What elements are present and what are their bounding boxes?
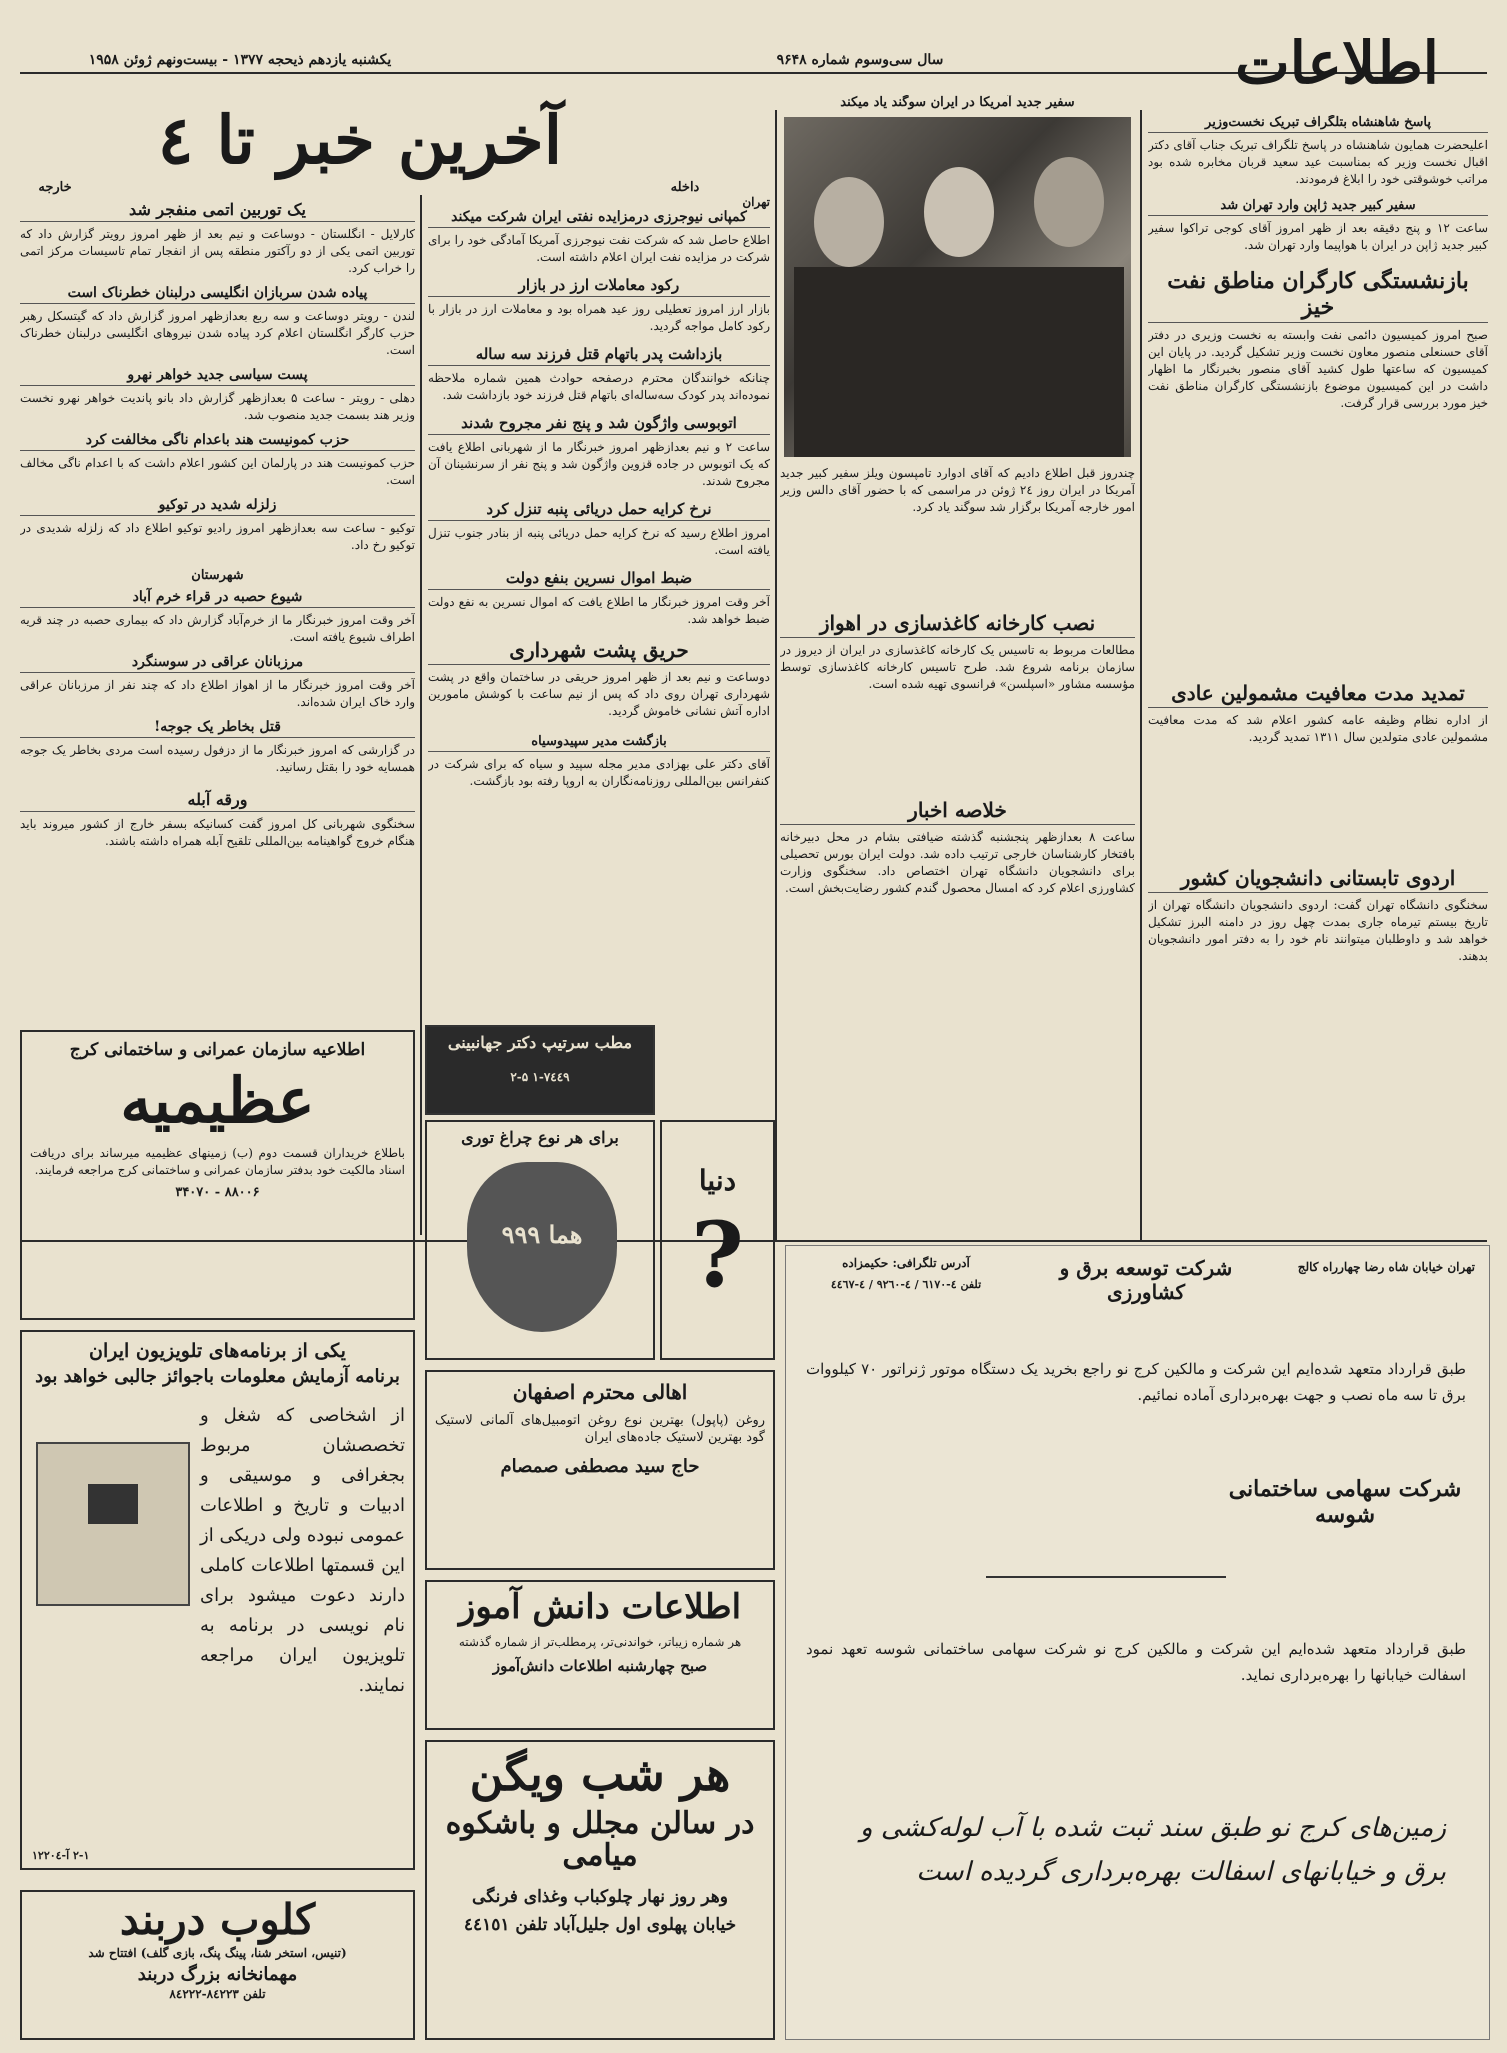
- letter-company-name: شرکت توسعه برق و کشاورزی: [1059, 1256, 1233, 1304]
- news-headline: حریق پشت شهرداری: [428, 638, 770, 665]
- news-headline: رکود معاملات ارز در بازار: [428, 276, 770, 297]
- news-item: [1148, 268, 1488, 667]
- tv-subheading: برنامه آزمایش معلومات باجوائز جالبی خواهد بود: [35, 1366, 400, 1387]
- esfahan-body: روغن (پاپول) بهترین نوع روغن اتومبیل‌های آلمانی لاستیک گود بهترین لاستیک جاده‌های ایران: [435, 1413, 765, 1445]
- news-headline: پست سیاسی جدید خواهر نهرو: [20, 367, 415, 386]
- news-item: [428, 734, 770, 790]
- news-item: [20, 432, 415, 489]
- news-photo: [784, 117, 1131, 457]
- darband-club-ad: [20, 1890, 415, 2040]
- news-body: سخنگوی شهربانی کل امروز گفت کسانیکه بسفر خارج از کشور میروند باید هنگام خروج گواهینامه بین‌المللی تلقیح آبله همراه داشته باشند.: [20, 817, 415, 848]
- dakhele-label: داخله: [670, 180, 700, 195]
- news-item: [428, 414, 770, 490]
- news-body: ساعت ۱۲ و پنج دقیقه بعد از ظهر امروز آقای کوجی تراکوا سفیر کبیر جدید ژاپن در ایران با هواپیما وارد تهران شد.: [1148, 221, 1488, 252]
- news-headline: قتل بخاطر یک جوجه!: [20, 719, 415, 738]
- issue-number: سال سی‌وسوم شماره ۹۶۴۸: [776, 52, 944, 68]
- person-head: [1034, 157, 1104, 247]
- news-item: [20, 790, 415, 850]
- lamp-ad: [425, 1120, 655, 1360]
- news-body: کارلایل - انگلستان - دوساعت و نیم بعد از ظهر امروز رویتر گزارش داد که توربین اتمی یکی از دو رآکتور منطقه پس از انفجار تمام تاسیسات مرکز اتمی را خراب کرد.: [20, 227, 415, 275]
- handwritten-note: زمین‌های کرج نو طبق سند ثبت شده با آب لوله‌کشی و برق و خیابانهای اسفالت بهره‌برداری گردیده است: [860, 1813, 1446, 1887]
- dunya-ad: [660, 1120, 775, 1360]
- azimieh-phone: ۸۸۰۰۶ - ۳۴۰۷۰: [175, 1185, 260, 1201]
- news-headline: زلزله شدید در توکیو: [20, 497, 415, 516]
- news-body: اطلاع حاصل شد که شرکت نفت نیوجرزی آمریکا آمادگی خود را برای شرکت در مزایده نفت ایران اعلام داشته است.: [428, 233, 770, 264]
- khulaseh-body: ساعت ۸ بعدازظهر پنجشنبه گذشته ضیافتی بشام در محل دبیرخانه بافتخار کارشناسان خارجی ترتیب داده شد. دولت ایران بورس تحصیلی برای دانشجویان دانشگاه تهران اختصاص داد. سخنگوی وزارت کشاورزی اعلام کرد که امسال محصول گندم کشور رضایت‌بخش است.: [780, 830, 1135, 895]
- shahrestan-label: شهرستان: [191, 568, 244, 583]
- ettelaat-danesh-ad: [425, 1580, 775, 1730]
- darband-subtitle: (تنیس، استخر شنا، پینگ پنگ، بازی گلف) افتتاح شد: [88, 1946, 347, 1961]
- news-item: [20, 654, 415, 711]
- news-item: [20, 719, 415, 776]
- news-headline: حزب کمونیست هند باعدام ناگی مخالفت کرد: [20, 432, 415, 451]
- news-body: آخر وقت امروز خبرنگار ما از اهواز اطلاع داد که چند نفر از مرزبانان عراقی وارد خاک ایران شده‌اند.: [20, 678, 415, 709]
- ettelaat-danesh-foot: صبح چهارشنبه اطلاعات دانش‌آموز: [492, 1656, 708, 1675]
- news-body: در گزارشی که امروز خبرنگار ما از دزفول رسیده است مردی بخاطر یک جوجه همسایه خود را بقتل رسانید.: [20, 743, 415, 774]
- news-body: حزب کمونیست هند در پارلمان این کشور اعلام داشت که با اعدام ناگی مخالف است.: [20, 456, 415, 487]
- news-headline: ورقه آبله: [20, 790, 415, 812]
- news-headline: مرزبانان عراقی در سوسنگرد: [20, 654, 415, 673]
- news-body: آخر وقت امروز خبرنگار ما اطلاع یافت که اموال نسرین به نفع دولت ضبط خواهد شد.: [428, 595, 770, 626]
- news-headline: اردوی تابستانی دانشجویان کشور: [1148, 866, 1488, 893]
- news-body: توکیو - ساعت سه بعدازظهر امروز رادیو توکیو اطلاع داد که زلزله شدیدی در توکیو رخ داد.: [20, 521, 415, 552]
- news-item: [20, 285, 415, 359]
- photo-column: [780, 95, 1135, 1235]
- azimieh-heading: اطلاعیه سازمان عمرانی و ساختمانی کرج: [69, 1040, 366, 1060]
- dunya-label: دنیا: [698, 1164, 737, 1197]
- night-address: خیابان پهلوی اول جلیل‌آباد تلفن ٤٤١٥١: [463, 1915, 737, 1936]
- photo-text: چندروز قبل اطلاع دادیم که آقای ادوارد تامپسون ویلز سفیر کبیر جدید آمریکا در ایران روز ۲٤ ژوئن در مراسمی که با حضور آقای دالس وزیر امور خارجه آمریکا برگزار شد سوگند یاد کرد.: [780, 466, 1135, 514]
- darband-title: کلوب دربند: [119, 1895, 316, 1944]
- masthead: اطلاعات: [1235, 29, 1439, 97]
- azimieh-name: عظیمیه: [120, 1064, 315, 1137]
- azimieh-body: باطلاع خریداران قسمت دوم (ب) زمینهای عظیمیه میرساند برای دریافت اسناد مالکیت خود بدفتر سازمان عمرانی و ساختمانی کرج مراجعه فرمایند.: [30, 1146, 405, 1178]
- lamp-heading: برای هر نوع چراغ توری: [461, 1128, 619, 1147]
- signature-line: [986, 1516, 1226, 1578]
- news-headline: یک توربین اتمی منفجر شد: [20, 200, 415, 222]
- letter-phones: تلفن ٤-٦١٧٠ / ٤-٩٢٦٠ / ٤-٤٤٦٧: [830, 1278, 982, 1291]
- esfahan-heading: اهالی محترم اصفهان: [512, 1380, 688, 1404]
- column-rule: [420, 195, 422, 1235]
- miami-salon-ad: [425, 1740, 775, 2040]
- left-news-column: [1148, 115, 1488, 1235]
- news-item: [20, 367, 415, 424]
- iran-map-illustration: [36, 1442, 190, 1606]
- news-item: [428, 276, 770, 335]
- news-body: آقای دکتر علی بهزادی مدیر مجله سپید و سیاه که برای شرکت در کنفرانس بین‌المللی روزنامه‌نگاران به اروپا رفته بود بازگشت.: [428, 757, 770, 788]
- issue-date: یکشنبه یازدهم ذیحجه ۱۳۷۷ - بیست‌ونهم ژوئن ۱۹۵۸: [88, 52, 392, 68]
- news-body: از اداره نظام وظیفه عامه کشور اعلام شد که مدت معافیت مشمولین عادی متولدین سال ۱۳۱۱ تمدید گردید.: [1148, 713, 1488, 744]
- news-item: [428, 500, 770, 559]
- tv-body: از اشخاصی که شغل و تخصصشان مربوط بجغرافی و موسیقی و ادبیات و تاریخ و اطلاعات عمومی نبوده ولی دریکی از این قسمتها اطلاعات کاملی دارند دعوت میشود برای نام نویسی در برنامه به تلویزیون ایران مراجعه نمایند.: [200, 1405, 405, 1696]
- news-headline: بازگشت مدیر سپیدوسیاه: [428, 734, 770, 752]
- shousheh-body: طبق قرارداد متعهد شده‌ایم این شرکت و مالکین کرج نو شرکت سهامی ساختمانی شوسه تعهد نمود اسفالت خیابانها را بهره‌برداری نماید.: [806, 1640, 1466, 1684]
- ettelaat-danesh-title: اطلاعات دانش آموز: [458, 1587, 742, 1627]
- darband-phone: تلفن ۸٤۲۲۳-۸٤۲۲۲: [169, 1987, 266, 2002]
- news-headline: کمپانی نیوجرزی درمزایده نفتی ایران شرکت میکند: [428, 209, 770, 228]
- news-headline: نرخ کرایه حمل دریائی پنبه تنزل کرد: [428, 500, 770, 521]
- person-head: [924, 167, 994, 257]
- column-rule: [1140, 110, 1142, 1240]
- letter-telegraph: آدرس تلگرافی: حکیمزاده: [842, 1256, 970, 1270]
- news-body: دوساعت و نیم بعد از ظهر امروز حریقی در ساختمان واقع در پشت شهرداری تهران روی داد که پس از نیم ساعت با کوشش مامورین اداره آتش نشانی خاموش گردید.: [428, 670, 770, 718]
- news-body: دهلی - رویتر - ساعت ۵ بعدازظهر گزارش داد بانو پاندیت خواهر نهرو نخست وزیر هند بسمت جدید منصوب شد.: [20, 391, 415, 422]
- news-body: امروز اطلاع رسید که نرخ کرایه حمل دریائی پنبه از بنادر جنوب تنزل یافته است.: [428, 526, 770, 557]
- news-body: اعلیحضرت همایون شاهنشاه در پاسخ تلگراف تبریک جناب آقای دکتر اقبال نخست وزیر که بمناسبت عید سعید قربان مخابره شده بود مراتب خوشوقتی خود را ابلاغ فرمودند.: [1148, 138, 1488, 186]
- news-headline: ضبط اموال نسرین بنفع دولت: [428, 569, 770, 590]
- news-item: [20, 589, 415, 646]
- news-item: [1148, 681, 1488, 852]
- news-body: ساعت ۲ و نیم بعدازظهر امروز خبرنگار ما از شهربانی اطلاع یافت که یک اتوبوس در جاده قزوین واژگون شد و پنج نفر از سرنشینان آن مجروح شدند.: [428, 440, 770, 488]
- news-headline: بازداشت پدر باتهام قتل فرزند سه ساله: [428, 345, 770, 366]
- news-item: [20, 200, 415, 277]
- azimieh-ad: [20, 1030, 415, 1320]
- news-body: سخنگوی دانشگاه تهران گفت: اردوی دانشجویان دانشگاه تهران از تاریخ بیستم تیرماه جاری بمدت چهل روز در دامنه البرز تشکیل خواهد شد و داوطلبان میتوانند نام خود را به دفتر امور دانشجویان بدهند.: [1148, 898, 1488, 963]
- darband-hotel: مهمانخانه بزرگ دربند: [137, 1964, 298, 1986]
- letter-body: طبق قرارداد متعهد شده‌ایم این شرکت و مالکین کرج نو راجع بخرید یک دستگاه موتور ژنراتور ۷۰ کیلووات برق تا سه ماه نصب و جهت بهره‌برداری آماده نمائیم.: [806, 1360, 1466, 1404]
- news-item: [428, 638, 770, 720]
- doctor-ad: [425, 1025, 655, 1115]
- lamp-brand: هما ۹۹۹: [501, 1220, 583, 1249]
- television-icon: [88, 1484, 138, 1524]
- letter-sender-address: تهران خیابان شاه رضا چهارراه کالج: [1297, 1260, 1475, 1274]
- khareje-label: خارجه: [38, 180, 72, 195]
- news-headline: پاسخ شاهنشاه بتلگراف تبریک نخست‌وزیر: [1148, 115, 1488, 133]
- news-headline: تمدید مدت معافیت مشمولین عادی: [1148, 681, 1488, 708]
- news-headline: شیوع حصبه در قراء خرم آباد: [20, 589, 415, 608]
- tv-program-ad: [20, 1330, 415, 1870]
- news-item: [1148, 866, 1488, 965]
- news-headline: اتوبوسی واژگون شد و پنج نفر مجروح شدند: [428, 414, 770, 435]
- tv-heading: یکی از برنامه‌های تلویزیون ایران: [89, 1340, 346, 1362]
- night-body: وهر روز نهار چلوکباب وغذای فرنگی: [472, 1887, 728, 1908]
- ettelaat-danesh-sub: هر شماره زیباتر، خواندنی‌تر، پرمطلب‌تر از شماره گذشته: [458, 1634, 742, 1649]
- news-item: [1148, 115, 1488, 188]
- news-body: صبح امروز کمیسیون دائمی نفت وابسته به نخست وزیری در دفتر آقای حسنعلی منصور معاون نخست وزیر تشکیل گردید. در پایان این کمیسیون که ساعتها طول کشید آقای منصور بخبرنگار ما اظهار داشت در این کمیسیون موضوع بازنشستگی کارگران مناطق نفت خیز مورد بررسی قرار گرفت.: [1148, 328, 1488, 410]
- news-headline: پیاده شدن سربازان انگلیسی درلبنان خطرناک است: [20, 285, 415, 304]
- news-body: مطالعات مربوط به تاسیس یک کارخانه کاغذسازی در ایران از دیروز در سازمان برنامه شروع شد. طرح تاسیس کارخانه کاغذسازی توسط مؤسسه مشاور «اسپلسن» فرانسوی تهیه شده است.: [780, 643, 1135, 691]
- khulaseh-heading: خلاصه اخبار: [780, 798, 1135, 825]
- news-body: چنانکه خوانندگان محترم درصفحه حوادث همین شماره ملاحظه نموده‌اند پدر کودک سه‌ساله‌ای باتهام قتل فرزند خود بازداشت شد.: [428, 371, 770, 402]
- column-rule: [775, 110, 777, 1240]
- doctor-code: ۱-۷٤٤۹ ۲-۵: [510, 1070, 570, 1084]
- night-subheading: در سالن مجلل و باشکوه میامی: [445, 1806, 755, 1873]
- person-bodies: [794, 267, 1124, 457]
- news-body: لندن - رویتر دوساعت و سه ربع بعدازظهر امروز گزارش داد که گیتسکل رهبر حزب کارگر انگلستان اعلام کرد پیاده شدن نیروهای انگلیسی درلبنان خطرناک است.: [20, 309, 415, 357]
- news-headline: سفیر کبیر جدید ژاپن وارد تهران شد: [1148, 198, 1488, 216]
- news-item: [428, 345, 770, 404]
- news-item: [20, 497, 415, 554]
- news-headline: بازنشستگی کارگران مناطق نفت خیز: [1148, 268, 1488, 323]
- news-body: آخر وقت امروز خبرنگار ما از خرم‌آباد گزارش داد که بیماری حصبه در چند قریه اطراف شیوع یافته است.: [20, 613, 415, 644]
- letter-document: [785, 1245, 1490, 2040]
- photo-caption: سفیر جدید آمریکا در ایران سوگند یاد میکند: [840, 95, 1075, 110]
- news-headline: نصب کارخانه کاغذسازی در اهواز: [780, 611, 1135, 638]
- esfahan-ad: [425, 1370, 775, 1570]
- news-body: بازار ارز امروز تعطیلی روز عید همراه بود و معاملات ارز در بازار با رکود کامل مواجه گردید.: [428, 302, 770, 333]
- news-item: [428, 569, 770, 628]
- news-item: [428, 209, 770, 266]
- esfahan-name: حاج سید مصطفی صمصام: [500, 1456, 700, 1477]
- shousheh-company-name: شرکت سهامی ساختمانی شوسه: [1228, 1476, 1462, 1528]
- question-mark-icon: ?: [691, 1202, 744, 1309]
- night-heading: هر شب ویگن: [469, 1747, 731, 1801]
- banner-headline: آخرین خبر تا ٤: [157, 101, 563, 179]
- tehran-label: تهران: [742, 195, 770, 209]
- news-item: [1148, 198, 1488, 254]
- tv-code: ۲-۱ آ-۱۲۲۰٤: [32, 1849, 90, 1862]
- person-head: [814, 177, 884, 267]
- doctor-label: مطب سرتیپ دکتر جهانبینی: [447, 1033, 633, 1052]
